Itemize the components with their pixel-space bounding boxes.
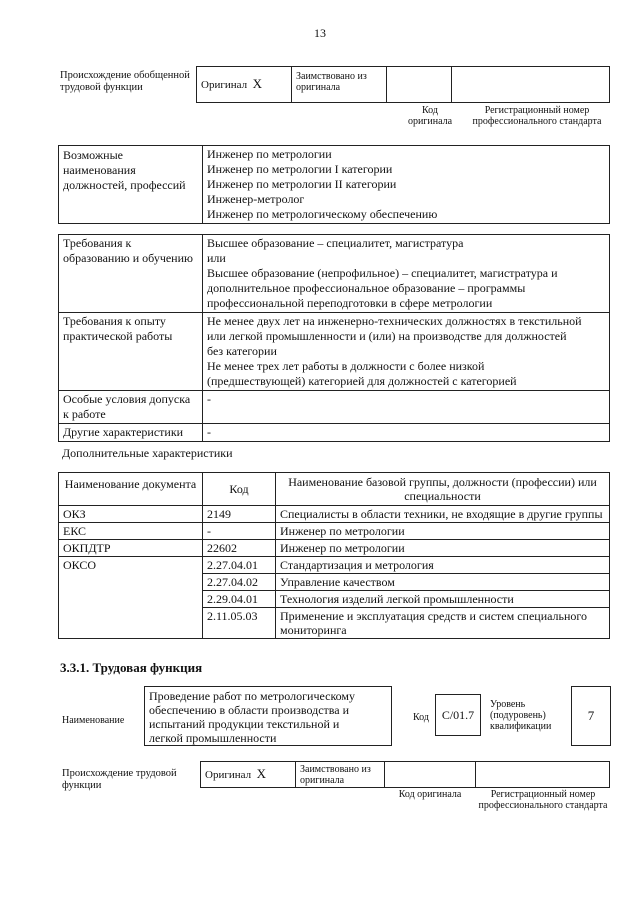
row-code: - <box>203 523 276 540</box>
row-doc: ОКЗ <box>59 506 203 523</box>
row-name: Инженер по метрологии <box>276 540 610 557</box>
original2-code-cell <box>385 762 476 788</box>
row-code: 22602 <box>203 540 276 557</box>
experience-line: Не менее трех лет работы в должности с более низкой <box>207 359 485 373</box>
function-name-line: Проведение работ по метрологическому <box>149 689 356 703</box>
origin2-label: Происхождение трудовой функции <box>62 768 177 791</box>
other-characteristics-value: - <box>203 424 610 442</box>
function-name-label: Наименование <box>62 715 125 726</box>
positions-list <box>203 146 610 224</box>
education-line: Высшее образование – специалитет, магистратура <box>207 236 464 250</box>
row-code: 2149 <box>203 506 276 523</box>
original2-cell <box>201 762 296 788</box>
position-item: Инженер-метролог <box>207 192 305 206</box>
row-doc: ЕКС <box>59 523 203 540</box>
row-code: 2.29.04.01 <box>203 591 276 608</box>
function-name-line: испытаний продукции текстильной и <box>149 717 340 731</box>
additional-title: Дополнительные характеристики <box>62 446 233 460</box>
experience-line: (предшествующей) категорией для должностей с категорией <box>207 374 517 388</box>
header-document: Наименование документа <box>59 473 203 506</box>
original-label: Оригинал <box>201 79 248 91</box>
original-mark: X <box>252 76 262 91</box>
original-code-cell <box>387 67 452 103</box>
function-name-line: обеспечению в области производства и <box>149 703 350 717</box>
education-line: профессиональной переподготовки в сфере метрологии <box>207 296 493 310</box>
experience-line: без категории <box>207 344 277 358</box>
positions-label: Возможные наименования должностей, профессий <box>59 146 203 224</box>
function-name-line: легкой промышленности <box>149 731 277 745</box>
original2-mark: X <box>256 766 266 781</box>
row-name: Применение и эксплуатация средств и систем специального мониторинга <box>276 608 610 639</box>
function-name-box <box>144 686 392 746</box>
position-item: Инженер по метрологии I категории <box>207 162 393 176</box>
function-code-box: C/01.7 <box>435 694 481 736</box>
experience-value <box>203 313 610 391</box>
row-name: Инженер по метрологии <box>276 523 610 540</box>
original-cell <box>197 67 292 103</box>
row-code: 2.11.05.03 <box>203 608 276 639</box>
page-number: 13 <box>314 26 326 40</box>
row-name: Управление качеством <box>276 574 610 591</box>
row-name: Технология изделий легкой промышленности <box>276 591 610 608</box>
row-code: 2.27.04.01 <box>203 557 276 574</box>
education-line: дополнительное профессиональное образование – программы <box>207 281 526 295</box>
borrowed-cell: Заимствовано из оригинала <box>292 67 387 103</box>
additional-table <box>58 472 610 639</box>
requirements-table <box>58 234 610 442</box>
origin-table <box>196 66 610 103</box>
header-name: Наименование базовой группы, должности (профессии) или специальности <box>276 473 610 506</box>
reg-number2-cell <box>476 762 610 788</box>
code2-caption: Код оригинала <box>398 789 462 800</box>
code-caption: Код оригинала <box>407 105 453 127</box>
experience-line: Не менее двух лет на инженерно-технических должностях в текстильной <box>207 314 582 328</box>
education-line: Высшее образование (непрофильное) – специалитет, магистратура и <box>207 266 558 280</box>
row-doc: ОКПДТР <box>59 540 203 557</box>
special-conditions-label: Особые условия допуска к работе <box>59 391 203 424</box>
experience-label: Требования к опыту практической работы <box>59 313 203 391</box>
education-line: или <box>207 251 226 265</box>
original2-label: Оригинал <box>205 769 252 781</box>
qualification-label: Уровень (подуровень) квалификации <box>490 699 552 732</box>
education-label: Требования к образованию и обучению <box>59 235 203 313</box>
header-code: Код <box>203 473 276 506</box>
origin-label: Происхождение обобщенной трудовой функции <box>60 70 190 93</box>
education-value <box>203 235 610 313</box>
qualification-level-box: 7 <box>571 686 611 746</box>
row-doc: ОКСО <box>59 557 203 639</box>
function-heading: 3.3.1. Трудовая функция <box>60 660 203 675</box>
other-characteristics-label: Другие характеристики <box>59 424 203 442</box>
row-code: 2.27.04.02 <box>203 574 276 591</box>
position-item: Инженер по метрологии II категории <box>207 177 397 191</box>
special-conditions-value: - <box>203 391 610 424</box>
position-item: Инженер по метрологическому обеспечению <box>207 207 438 221</box>
reg2-caption: Регистрационный номер профессионального стандарта <box>478 789 608 811</box>
reg-number-cell <box>452 67 610 103</box>
positions-table <box>58 145 610 224</box>
borrowed2-cell: Заимствовано из оригинала <box>296 762 385 788</box>
experience-line: или легкой промышленности и (или) на производстве для должностей <box>207 329 567 343</box>
origin2-table <box>200 761 610 788</box>
reg-caption: Регистрационный номер профессионального стандарта <box>472 105 602 127</box>
row-name: Стандартизация и метрология <box>276 557 610 574</box>
row-name: Специалисты в области техники, не входящие в другие группы <box>276 506 610 523</box>
function-code-label: Код <box>413 712 429 723</box>
position-item: Инженер по метрологии <box>207 147 332 161</box>
